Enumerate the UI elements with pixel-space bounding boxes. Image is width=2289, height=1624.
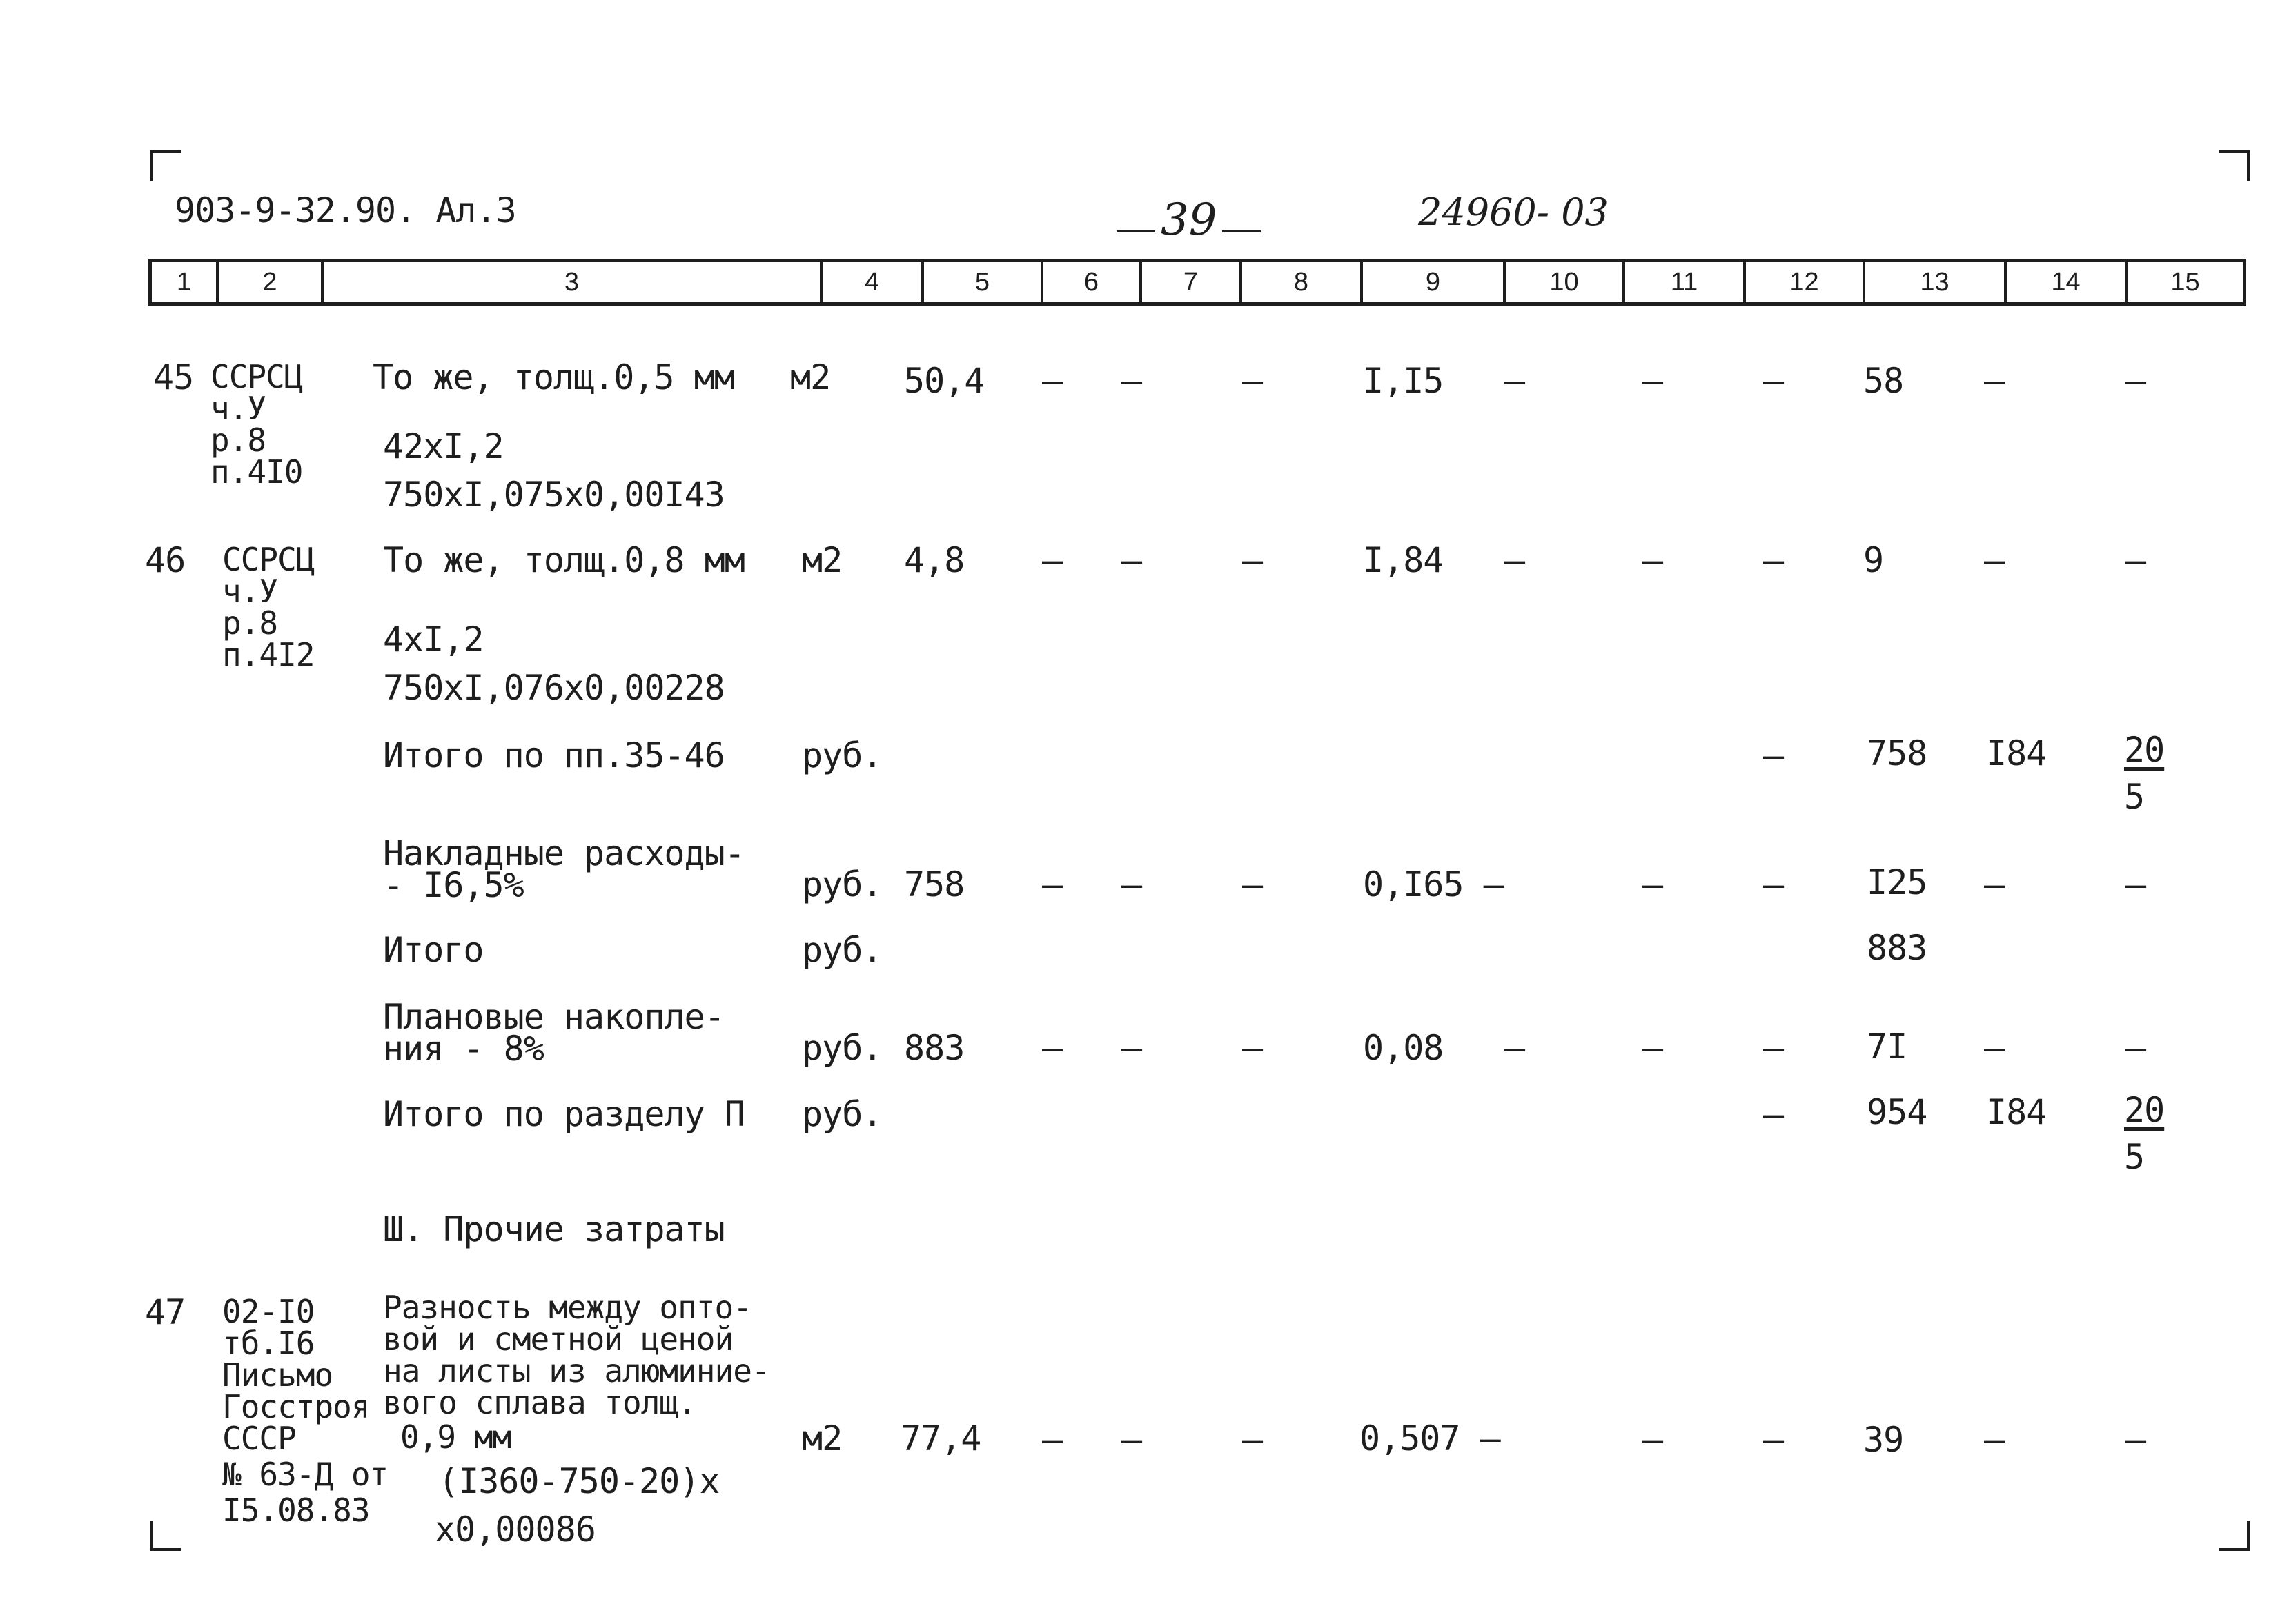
cell-col11: –	[1642, 361, 1663, 401]
col-header-14: 14	[2004, 262, 2125, 302]
description-dimension: 0,9 мм	[400, 1418, 511, 1456]
cell-col11: –	[1642, 1420, 1663, 1460]
description: Плановые накопле- ния - 8%	[383, 997, 725, 1069]
corner-mark-bottom-right	[2219, 1521, 2250, 1551]
cell-col9: I,84	[1363, 540, 1444, 580]
cell-col9: 0,I65 –	[1363, 864, 1504, 904]
cell-col12: –	[1763, 361, 1784, 401]
description: 4хI,2	[383, 620, 484, 660]
cell-col9: I,I5	[1363, 361, 1444, 401]
col-header-10: 10	[1503, 262, 1622, 302]
cell-col5: 77,4	[901, 1418, 981, 1458]
cell-col13: 39	[1863, 1420, 1904, 1460]
col-header-2: 2	[216, 262, 321, 302]
unit: руб.	[802, 735, 883, 775]
description: То же, толщ.0,8 мм	[383, 540, 745, 580]
description: Разность между опто- вой и сметной ценой на листы из алюминие- вого сплава толщ.	[383, 1289, 770, 1421]
col-header-3: 3	[321, 262, 820, 302]
unit: руб.	[802, 864, 883, 904]
cell-col5: 758	[904, 864, 965, 904]
cell-col14: –	[1984, 1420, 2005, 1460]
cell-col15: –	[2125, 540, 2146, 580]
description: Итого по разделу П	[383, 1094, 745, 1134]
col-header-6: 6	[1041, 262, 1139, 302]
cell-col12: –	[1763, 735, 1784, 775]
unit: м2	[790, 357, 831, 397]
cell-col8: –	[1242, 1028, 1263, 1068]
column-number-header	[148, 259, 2246, 306]
cell-col8: –	[1242, 1420, 1263, 1460]
cell-col7: –	[1121, 1028, 1142, 1068]
cell-col6: –	[1042, 361, 1063, 401]
row-number: 47	[145, 1292, 186, 1332]
cell-col13: 9	[1863, 540, 1884, 580]
cell-col15: –	[2125, 361, 2146, 401]
cell-col14: I84	[1986, 1092, 2047, 1132]
col-header-1: 1	[176, 267, 192, 297]
cell-col12: –	[1763, 1028, 1784, 1068]
reference-code: 02-I0 тб.I6 Письмо Госстроя СССР № 63-Д от I5.08.83	[222, 1293, 389, 1529]
row-number: 45	[153, 357, 194, 397]
cell-col8: –	[1242, 864, 1263, 904]
description: 750хI,075х0,00I43	[383, 475, 725, 515]
cell-col9: 0,507 –	[1359, 1418, 1500, 1458]
cell-col10: –	[1504, 1028, 1525, 1068]
cell-col8: –	[1242, 361, 1263, 401]
unit: м2	[802, 1418, 843, 1458]
cell-col6: –	[1042, 1420, 1063, 1460]
cell-col12: –	[1763, 1094, 1784, 1134]
cell-col15: –	[2125, 1420, 2146, 1460]
cell-col13: 7I	[1867, 1027, 1907, 1067]
cell-col13: 954	[1867, 1092, 1927, 1132]
cell-col14: –	[1984, 361, 2005, 401]
col-header-15: 15	[2125, 262, 2243, 302]
col-header-12: 12	[1743, 262, 1863, 302]
description: 750хI,076х0,00228	[383, 668, 725, 708]
description: Накладные расходы- - I6,5%	[383, 833, 745, 905]
cell-col14: –	[1984, 864, 2005, 904]
col-header-11: 11	[1622, 262, 1743, 302]
unit: м2	[802, 540, 843, 580]
corner-mark-top-left	[150, 150, 181, 181]
cell-col11: –	[1642, 864, 1663, 904]
cell-col15-fraction: $\frac{20}{5}$	[2124, 1090, 2165, 1177]
row-number: 46	[145, 540, 186, 580]
cell-col6: –	[1042, 540, 1063, 580]
cell-col8: –	[1242, 540, 1263, 580]
cell-col15: –	[2125, 864, 2146, 904]
description: Итого	[383, 930, 484, 970]
col-header-13: 13	[1863, 262, 2004, 302]
document-code: 903-9-32.90. Ал.3	[175, 190, 516, 230]
cell-col5: 4,8	[904, 540, 965, 580]
cell-col12: –	[1763, 864, 1784, 904]
cell-col10: –	[1504, 540, 1525, 580]
cell-col13: I25	[1867, 862, 1927, 902]
cell-col12: –	[1763, 540, 1784, 580]
col-header-7: 7	[1139, 262, 1239, 302]
page-number: 39	[1117, 195, 1261, 246]
cell-col12: –	[1763, 1420, 1784, 1460]
reference-code: ССРСЦ ч.У р.8 п.4I2	[222, 541, 315, 673]
cell-col14: I84	[1986, 733, 2047, 773]
cell-col7: –	[1121, 864, 1142, 904]
unit: руб.	[802, 930, 883, 970]
cell-col11: –	[1642, 540, 1663, 580]
unit: руб.	[802, 1028, 883, 1068]
description: Итого по пп.35-46	[383, 735, 725, 775]
cell-col14: –	[1984, 540, 2005, 580]
cell-col15: –	[2125, 1028, 2146, 1068]
description-formula: (I360-750-20)х	[438, 1461, 720, 1501]
cell-col14: –	[1984, 1028, 2005, 1068]
inventory-number: 24960- 03	[1418, 190, 1609, 234]
cell-col6: –	[1042, 1028, 1063, 1068]
cell-col11: –	[1642, 1028, 1663, 1068]
col-header-4: 4	[820, 262, 921, 302]
description-formula: х0,00086	[435, 1509, 596, 1549]
description: То же, толщ.0,5 мм	[373, 357, 734, 397]
col-header-5: 5	[921, 262, 1041, 302]
cell-col5: 50,4	[904, 361, 985, 401]
cell-col7: –	[1121, 540, 1142, 580]
cell-col13: 758	[1867, 733, 1927, 773]
cell-col13: 58	[1863, 361, 1904, 401]
cell-col5: 883	[904, 1028, 965, 1068]
cell-col9: 0,08	[1363, 1028, 1444, 1068]
cell-col10: –	[1504, 361, 1525, 401]
cell-col13: 883	[1867, 928, 1927, 968]
cell-col15-fraction: $\frac{20}{5}$	[2124, 730, 2165, 817]
col-header-9: 9	[1360, 262, 1503, 302]
unit: руб.	[802, 1094, 883, 1134]
corner-mark-top-right	[2219, 150, 2250, 181]
description: 42хI,2	[383, 426, 504, 466]
section-heading: Ш. Прочие затраты	[383, 1209, 725, 1249]
corner-mark-bottom-left	[150, 1521, 181, 1551]
col-header-8: 8	[1239, 262, 1360, 302]
cell-col6: –	[1042, 864, 1063, 904]
cell-col7: –	[1121, 1420, 1142, 1460]
cell-col7: –	[1121, 361, 1142, 401]
reference-code: ССРСЦ ч.У р.8 п.4I0	[210, 358, 303, 491]
